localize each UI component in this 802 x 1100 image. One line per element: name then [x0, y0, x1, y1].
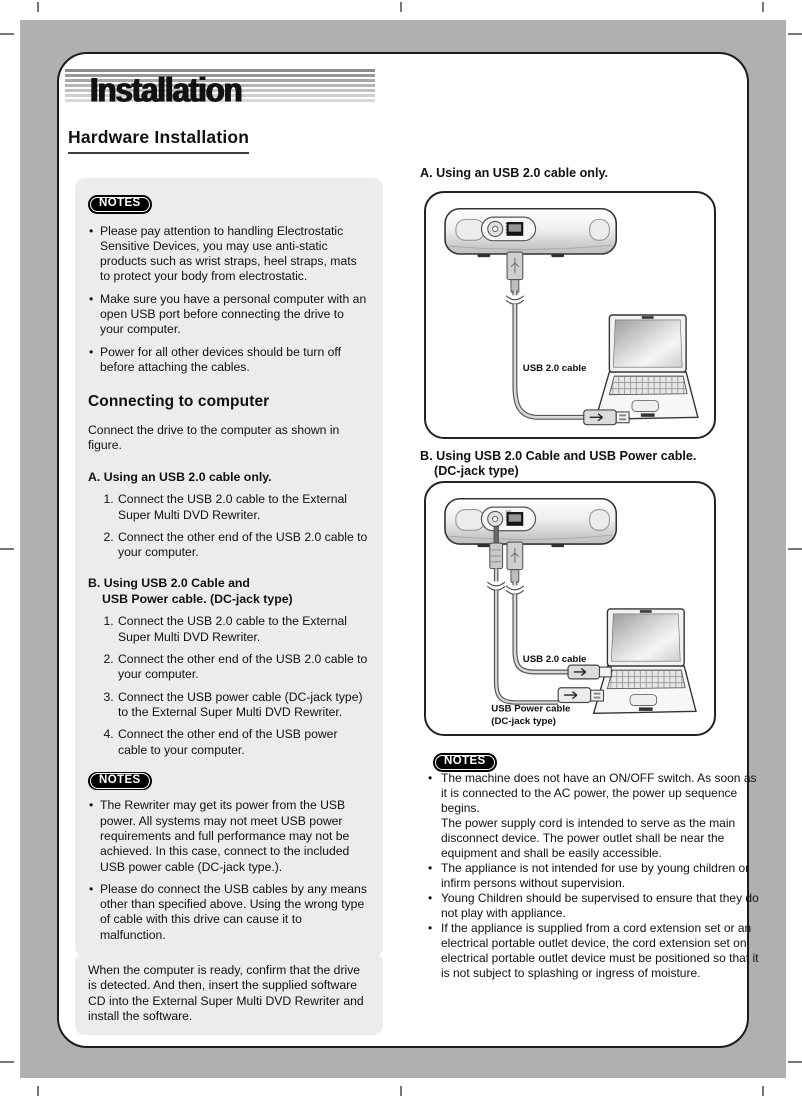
crop-mark — [0, 548, 14, 550]
figure-b-illustration — [426, 483, 714, 734]
list-item: • Please pay attention to handling Electrostatic Sensitive Devices, you may use anti-static products such as wrist straps, heel straps, mats to protect your body from electrostatic. — [100, 224, 370, 285]
laptop-screen — [613, 320, 682, 367]
method-b-steps — [88, 614, 370, 757]
crop-mark — [0, 33, 14, 35]
crop-mark — [37, 1086, 39, 1096]
laptop-touchpad — [630, 695, 657, 706]
crop-mark — [37, 2, 39, 12]
list-item: • Young Children should be supervised to ensure that they do not play with appliance. — [441, 891, 759, 921]
notes-badge: NOTES — [88, 195, 152, 214]
figure-a — [424, 191, 716, 439]
chapter-title: Installation — [90, 70, 242, 110]
section-title: Hardware Installation — [68, 127, 249, 154]
notes-list — [88, 798, 370, 943]
laptop-illustration — [596, 315, 698, 419]
crop-mark — [788, 548, 802, 550]
list-item: • If the appliance is supplied from a cord extension set or an electrical portable outlet device, the cord extension set on electrical portable outlet device must be positioned so that it is not subject to splashing or ingress of moisture. — [441, 921, 759, 981]
cable-label: (DC-jack type) — [491, 716, 556, 728]
figure-b — [424, 481, 716, 736]
step-item: 1. Connect the USB 2.0 cable to the External Super Multi DVD Rewriter. — [117, 614, 370, 645]
crop-mark — [400, 1086, 402, 1096]
crop-mark — [788, 1061, 802, 1063]
connecting-heading: Connecting to computer — [88, 393, 270, 411]
method-a-heading: A. Using an USB 2.0 cable only. — [88, 469, 272, 484]
list-item: • Make sure you have a personal computer with an open USB port before connecting the drive to your computer. — [100, 292, 370, 338]
step-item: 2. Connect the other end of the USB 2.0 cable to your computer. — [117, 652, 370, 683]
left-notes-panel — [75, 178, 383, 957]
notes-badge: NOTES — [433, 753, 497, 772]
right-notes-list — [424, 771, 759, 981]
list-item: • Power for all other devices should be turn off before attaching the cables. — [100, 345, 370, 376]
crop-mark — [400, 2, 402, 12]
method-b-heading: B. Using USB 2.0 Cable and USB Power cable. (DC-jack type) — [88, 576, 293, 606]
method-a-steps — [88, 492, 370, 560]
cable-label: USB Power cable — [491, 703, 571, 715]
figure-a-heading: A. Using an USB 2.0 cable only. — [420, 166, 609, 180]
figure-b-heading: B. Using USB 2.0 Cable and USB Power cable. (DC-jack type) — [420, 449, 697, 478]
list-item: • The Rewriter may get its power from the USB power. All systems may not meet USB power requirements and full performance may not be achieved. In this case, connect to the included USB power cable (DC-jack type.). — [100, 798, 370, 874]
crop-mark — [788, 33, 802, 35]
laptop-keyboard — [607, 670, 685, 689]
footer-note-panel: When the computer is ready, confirm that the drive is detected. And then, insert the supplied software CD into the External Super Multi DVD Rewriter and install the software. — [75, 953, 383, 1035]
laptop-screen — [611, 614, 680, 661]
step-item: 2. Connect the other end of the USB 2.0 cable to your computer. — [117, 530, 370, 561]
connecting-intro: Connect the drive to the computer as shown in figure. — [88, 423, 340, 453]
notes-list — [88, 224, 370, 376]
cable-label: USB 2.0 cable — [522, 363, 587, 375]
step-item: 3. Connect the USB power cable (DC-jack type) to the External Super Multi DVD Rewriter. — [117, 690, 370, 721]
list-item: • The appliance is not intended for use by young children or infirm persons without supervision. — [441, 861, 759, 891]
drive-rear-illustration — [445, 499, 616, 547]
laptop-keyboard — [609, 376, 687, 395]
laptop-illustration — [594, 609, 696, 713]
crop-mark — [0, 1061, 14, 1063]
crop-mark — [762, 2, 764, 12]
drive-rear-illustration — [445, 209, 616, 257]
crop-mark — [762, 1086, 764, 1096]
cable-label: USB 2.0 cable — [522, 654, 587, 666]
figure-a-illustration — [426, 193, 714, 437]
step-item: 1. Connect the USB 2.0 cable to the External Super Multi DVD Rewriter. — [117, 492, 370, 523]
notes-badge: NOTES — [88, 772, 152, 791]
list-item: • The machine does not have an ON/OFF switch. As soon as it is connected to the AC power, the power up sequence begins. The power supply cord is intended to serve as the main disconnect device. The power outlet shall be near the equipment and shall be easily accessible. — [441, 771, 759, 861]
laptop-touchpad — [632, 401, 659, 412]
step-item: 4. Connect the other end of the USB power cable to your computer. — [117, 727, 370, 758]
list-item: • Please do connect the USB cables by any means other than specified above. Using the wrong type of cable with this drive can cause it to malfunction. — [100, 882, 370, 943]
